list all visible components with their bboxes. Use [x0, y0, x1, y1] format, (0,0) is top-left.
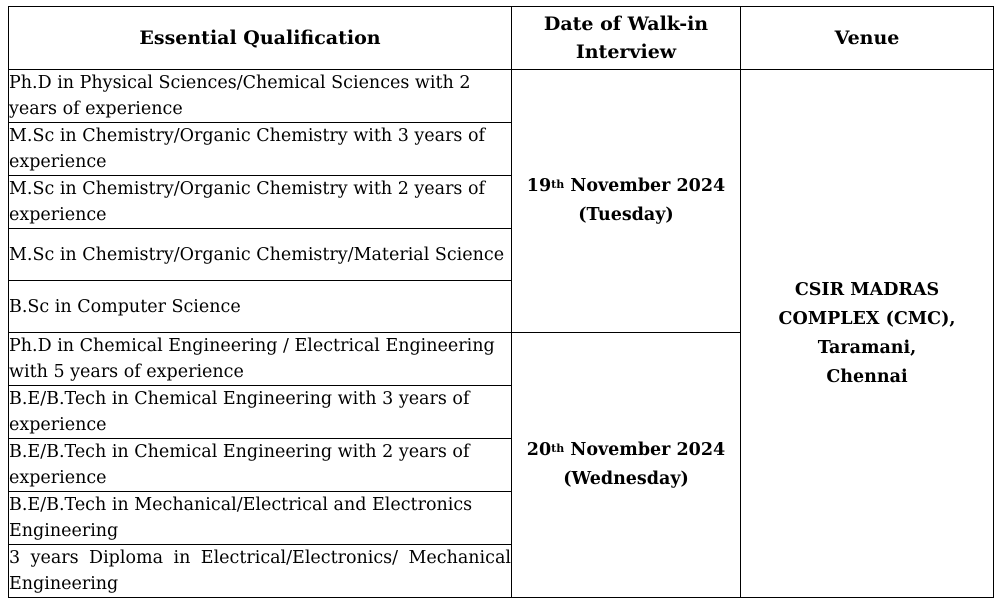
venue-cell — [741, 70, 994, 598]
qualification-cell: B.E/B.Tech in Chemical Engineering with 2 years of experience — [9, 439, 512, 492]
date-day: 20 — [526, 440, 552, 460]
qualification-cell: B.E/B.Tech in Chemical Engineering with 3 years of experience — [9, 386, 512, 439]
header-date-line-1: Date of Walk-in — [543, 13, 709, 35]
qualification-cell: 3 years Diploma in Electrical/Electronics/ Mechanical Engineering — [9, 545, 512, 598]
date-month-year: November 2024 — [564, 440, 726, 460]
date-month-year: November 2024 — [564, 176, 726, 196]
header-date-line-2: Interview — [575, 41, 677, 63]
venue-line-1: CSIR MADRAS — [794, 279, 940, 300]
interview-weekday: (Tuesday) — [578, 205, 674, 225]
walk-in-schedule-table — [8, 6, 994, 598]
interview-date — [512, 172, 740, 201]
header-date-of-walk-in-interview — [512, 7, 741, 70]
date-suffix: th — [551, 178, 565, 191]
date-suffix: th — [551, 442, 565, 455]
venue-line-2: COMPLEX (CMC), — [778, 308, 956, 329]
header-venue: Venue — [741, 7, 994, 70]
venue-line-4: Chennai — [826, 366, 908, 387]
interview-date-cell-day-2 — [512, 333, 741, 598]
qualification-cell: M.Sc in Chemistry/Organic Chemistry/Material Science — [9, 229, 512, 281]
interview-date-cell-day-1 — [512, 70, 741, 333]
qualification-cell: Ph.D in Chemical Engineering / Electrical Engineering with 5 years of experience — [9, 333, 512, 386]
interview-date — [512, 436, 740, 465]
venue-line-3: Taramani, — [817, 337, 917, 358]
qualification-cell: B.Sc in Computer Science — [9, 281, 512, 333]
header-essential-qualification: Essential Qualification — [9, 7, 512, 70]
header-row — [9, 7, 994, 70]
qualification-cell: B.E/B.Tech in Mechanical/Electrical and Electronics Engineering — [9, 492, 512, 545]
interview-weekday: (Wednesday) — [563, 469, 689, 489]
date-day: 19 — [526, 176, 552, 196]
qualification-cell: Ph.D in Physical Sciences/Chemical Sciences with 2 years of experience — [9, 70, 512, 123]
table-row — [9, 70, 994, 123]
qualification-cell: M.Sc in Chemistry/Organic Chemistry with 2 years of experience — [9, 176, 512, 229]
qualification-cell: M.Sc in Chemistry/Organic Chemistry with 3 years of experience — [9, 123, 512, 176]
